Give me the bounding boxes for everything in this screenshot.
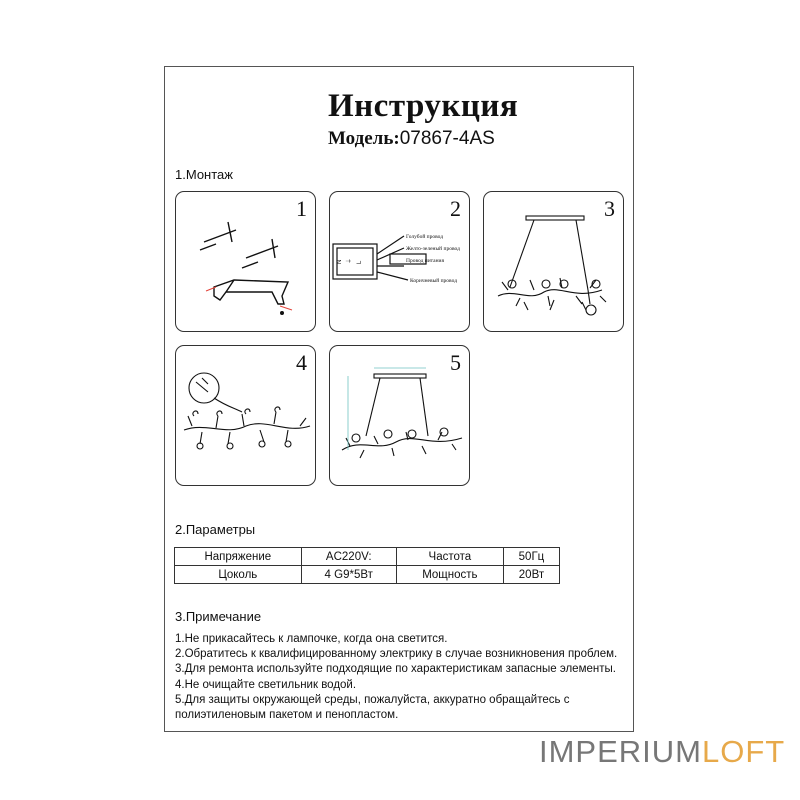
assembled-lamp-illustration xyxy=(484,192,624,332)
panel-step-2 xyxy=(329,191,470,332)
panel-step-3 xyxy=(483,191,624,332)
table-row xyxy=(175,548,560,566)
note-item: полиэтиленовым пакетом и пенопластом. xyxy=(175,709,399,722)
param-label-socket: Цоколь xyxy=(175,566,302,584)
param-value-voltage: AC220V: xyxy=(301,548,396,566)
wiring-illustration xyxy=(330,192,470,332)
document-title: Инструкция xyxy=(328,88,519,124)
param-value-socket: 4 G9*5Вт xyxy=(301,566,396,584)
terminal-l: L xyxy=(357,260,363,264)
wire-label-earth: Желто-зеленый провод xyxy=(406,246,460,252)
watermark-part-1: IMPERIUM xyxy=(539,734,702,769)
panel-step-4 xyxy=(175,345,316,486)
panel-number: 2 xyxy=(450,196,461,221)
param-label-voltage: Напряжение xyxy=(175,548,302,566)
panel-number: 3 xyxy=(604,196,615,221)
wire-label-brown: Коричневый провод xyxy=(410,278,457,284)
panel-step-1 xyxy=(175,191,316,332)
panel-number: 5 xyxy=(450,350,461,375)
model-line xyxy=(328,128,495,150)
mounting-bracket-illustration xyxy=(176,192,316,332)
note-item: 2.Обратитесь к квалифицированному электрику в случае возникновения проблем. xyxy=(175,648,618,661)
wire-label-blue: Голубой провод xyxy=(406,234,444,240)
section-mounting-heading: 1.Монтаж xyxy=(175,167,233,182)
note-item: 4.Не очищайте светильник водой. xyxy=(175,678,357,691)
notes-list xyxy=(175,632,617,723)
terminal-earth: ⏚ xyxy=(347,257,353,264)
panel-step-5 xyxy=(329,345,470,486)
panel-number: 1 xyxy=(296,196,307,221)
param-label-frequency: Частота xyxy=(396,548,503,566)
parameters-table xyxy=(174,547,560,584)
section-notes-heading: 3.Примечание xyxy=(175,609,262,624)
note-item: 3.Для ремонта используйте подходящие по характеристикам запасные элементы. xyxy=(175,663,616,676)
param-label-power: Мощность xyxy=(396,566,503,584)
model-value: 07867-4AS xyxy=(399,128,495,149)
watermark-part-2: LOFT xyxy=(702,734,786,769)
bulb-install-illustration xyxy=(176,346,316,486)
dimension-illustration xyxy=(330,346,470,486)
note-item: 5.Для защиты окружающей среды, пожалуйста, аккуратно обращайтесь с xyxy=(175,693,570,706)
param-value-frequency: 50Гц xyxy=(503,548,559,566)
terminal-n: N xyxy=(337,259,343,264)
table-row xyxy=(175,566,560,584)
note-item: 1.Не прикасайтесь к лампочке, когда она светится. xyxy=(175,633,448,645)
model-label: Модель: xyxy=(328,128,400,149)
watermark-logo xyxy=(539,734,785,770)
param-value-power: 20Вт xyxy=(503,566,559,584)
panel-number: 4 xyxy=(296,350,307,375)
wire-label-supply: Провод питания xyxy=(406,258,445,264)
section-params-heading: 2.Параметры xyxy=(175,522,256,537)
